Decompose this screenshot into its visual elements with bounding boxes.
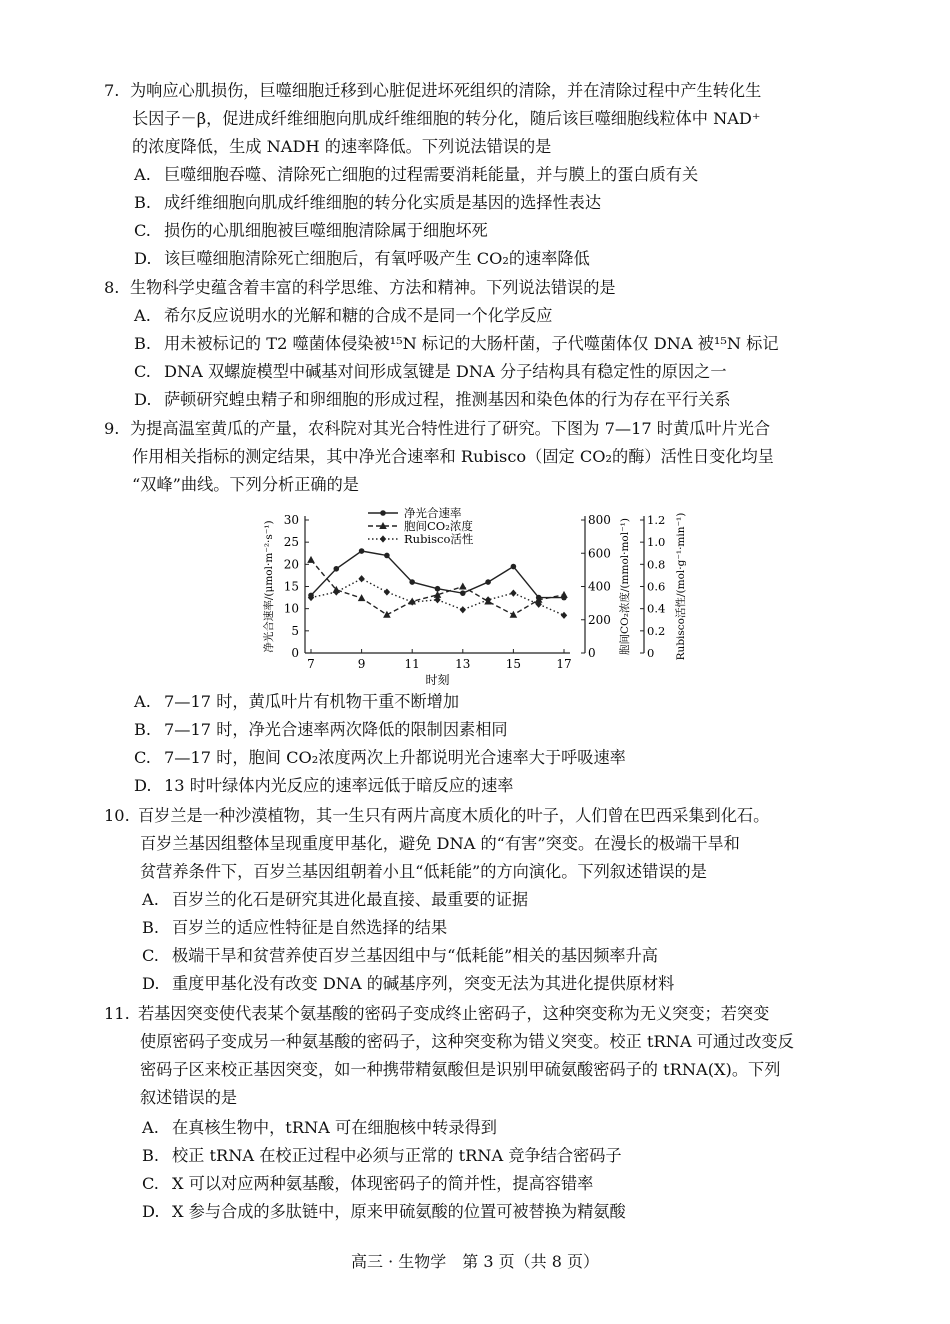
question-number: 9. xyxy=(104,419,120,438)
series-2-point xyxy=(560,591,568,598)
option-letter: A. xyxy=(134,306,151,325)
option-letter: B. xyxy=(134,720,152,739)
option-letter: C. xyxy=(134,362,151,381)
y-right2-axis-title: Rubisco活性/(mol·g⁻¹·min⁻¹) xyxy=(675,512,687,661)
option-10d xyxy=(142,970,674,998)
option-9a xyxy=(134,688,459,716)
question-8 xyxy=(104,274,864,302)
option-text: 萨顿研究蝗虫精子和卵细胞的形成过程，推测基因和染色体的行为存在平行关系 xyxy=(164,390,731,409)
legend-label: Rubisco活性 xyxy=(404,532,474,546)
option-text: 成纤维细胞向肌成纤维细胞的转分化实质是基因的选择性表达 xyxy=(164,193,602,212)
question-stem-line: “双峰”曲线。下列分析正确的是 xyxy=(132,475,359,494)
page-footer: 高三 · 生物学 第 3 页（共 8 页） xyxy=(351,1252,599,1271)
photosynthesis-chart xyxy=(250,505,690,690)
x-tick-label: 13 xyxy=(455,657,471,671)
series-2-point xyxy=(510,611,518,618)
option-11c xyxy=(142,1170,593,1198)
option-text: 百岁兰的化石是研究其进化最直接、最重要的证据 xyxy=(172,890,529,909)
option-text: 用未被标记的 T2 噬菌体侵染被¹⁵N 标记的大肠杆菌，子代噬菌体仅 DNA 被¹⁵N 标记 xyxy=(164,334,779,353)
question-stem-line: 为响应心肌损伤，巨噬细胞迁移到心脏促进坏死组织的清除，并在清除过程中产生转化生 xyxy=(130,81,762,100)
question-stem-line: 的浓度降低，生成 NADH 的速率降低。下列说法错误的是 xyxy=(132,137,552,156)
x-tick-label: 17 xyxy=(556,657,572,671)
option-8d xyxy=(134,386,731,414)
option-letter: B. xyxy=(134,193,152,212)
legend-label: 净光合速率 xyxy=(404,506,462,520)
option-7b xyxy=(134,189,601,217)
legend-marker xyxy=(380,535,386,542)
series-3-point xyxy=(510,590,516,597)
y-right2-tick-label: 0.8 xyxy=(647,557,666,572)
y-right2-tick-label: 0.6 xyxy=(647,579,666,594)
legend-label: 胞间CO₂浓度 xyxy=(404,519,473,533)
series-3-point xyxy=(460,606,466,613)
y-right1-tick-label: 800 xyxy=(588,513,611,527)
option-text: 在真核生物中，tRNA 可在细胞核中转录得到 xyxy=(172,1118,497,1137)
y-right2-tick-label: 0 xyxy=(647,646,655,660)
question-stem-line: 密码子区来校正基因突变，如一种携带精氨酸但是识别甲硫氨酸密码子的 tRNA(X)。下列 xyxy=(140,1060,781,1079)
series-1-point xyxy=(384,553,390,559)
question-9 xyxy=(104,415,864,499)
question-7 xyxy=(104,77,864,161)
question-stem-line: 生物科学史蕴含着丰富的科学思维、方法和精神。下列说法错误的是 xyxy=(130,278,616,297)
option-8a xyxy=(134,302,553,330)
option-10b xyxy=(142,914,447,942)
option-text: 损伤的心肌细胞被巨噬细胞清除属于细胞坏死 xyxy=(164,221,488,240)
y-left-tick-label: 20 xyxy=(283,557,299,572)
question-number: 7. xyxy=(104,81,120,100)
option-letter: A. xyxy=(134,165,151,184)
x-tick-label: 9 xyxy=(357,657,366,671)
series-1-point xyxy=(485,579,491,585)
series-1-point xyxy=(334,566,340,572)
option-7c xyxy=(134,217,488,245)
option-10a xyxy=(142,886,528,914)
option-text: 重度甲基化没有改变 DNA 的碱基序列，突变无法为其进化提供原材料 xyxy=(172,974,675,993)
x-tick-label: 7 xyxy=(307,657,315,671)
series-1-point xyxy=(460,590,466,596)
x-tick-label: 15 xyxy=(505,657,522,671)
question-stem-line: 作用相关指标的测定结果，其中净光合速率和 Rubisco（固定 CO₂的酶）活性日变化均呈 xyxy=(132,447,774,466)
option-text: 13 时叶绿体内光反应的速率远低于暗反应的速率 xyxy=(164,776,514,795)
legend-marker xyxy=(380,510,386,516)
option-letter: D. xyxy=(134,390,152,409)
y-right1-tick-label: 200 xyxy=(588,612,611,627)
series-1-point xyxy=(359,548,365,554)
option-letter: C. xyxy=(134,221,151,240)
option-8c xyxy=(134,358,727,386)
series-1-point xyxy=(511,564,517,570)
option-9d xyxy=(134,772,514,800)
question-stem-line: 为提高温室黄瓜的产量，农科院对其光合特性进行了研究。下图为 7—17 时黄瓜叶片光合 xyxy=(130,419,771,438)
y-left-tick-label: 25 xyxy=(283,535,299,550)
question-number: 8. xyxy=(104,278,120,297)
question-number: 10. xyxy=(104,806,130,825)
question-stem-line: 叙述错误的是 xyxy=(140,1088,238,1107)
question-stem-line: 百岁兰是一种沙漠植物，其一生只有两片高度木质化的叶子，人们曾在巴西采集到化石。 xyxy=(138,806,770,825)
option-7a xyxy=(134,161,698,189)
y-right2-tick-label: 1.0 xyxy=(647,535,666,550)
option-letter: D. xyxy=(142,974,160,993)
question-stem-line: 长因子－β，促进成纤维细胞向肌成纤维细胞的转分化，随后该巨噬细胞线粒体中 NAD⁺ xyxy=(132,109,761,128)
option-text: 极端干旱和贫营养使百岁兰基因组中与“低耗能”相关的基因频率升高 xyxy=(172,946,658,965)
option-text: 该巨噬细胞清除死亡细胞后，有氧呼吸产生 CO₂的速率降低 xyxy=(164,249,590,268)
y-left-axis-title: 净光合速率/(μmol·m⁻²·s⁻¹) xyxy=(263,520,275,653)
option-text: 7—17 时，胞间 CO₂浓度两次上升都说明光合速率大于呼吸速率 xyxy=(164,748,626,767)
series-2-point xyxy=(383,611,391,618)
option-10c xyxy=(142,942,658,970)
option-text: 7—17 时，净光合速率两次降低的限制因素相同 xyxy=(164,720,508,739)
question-stem-line: 百岁兰基因组整体呈现重度甲基化，避免 DNA 的“有害”突变。在漫长的极端干旱和 xyxy=(140,834,740,853)
option-text: X 参与合成的多肽链中，原来甲硫氨酸的位置可被替换为精氨酸 xyxy=(172,1202,626,1221)
option-letter: B. xyxy=(134,334,152,353)
option-letter: D. xyxy=(134,776,152,795)
option-text: 希尔反应说明水的光解和糖的合成不是同一个化学反应 xyxy=(164,306,553,325)
series-3-point xyxy=(409,598,415,605)
series-3-point xyxy=(358,575,364,582)
option-letter: B. xyxy=(142,1146,160,1165)
y-left-tick-label: 10 xyxy=(283,601,299,616)
y-left-tick-label: 5 xyxy=(291,623,299,638)
series-1-point xyxy=(435,586,441,592)
option-letter: A. xyxy=(142,1118,159,1137)
y-right1-tick-label: 600 xyxy=(588,546,611,561)
y-right1-tick-label: 0 xyxy=(588,646,596,660)
y-right1-tick-label: 400 xyxy=(588,579,611,594)
series-3-point xyxy=(561,612,567,619)
option-8b xyxy=(134,330,779,358)
question-stem-line: 贫营养条件下，百岁兰基因组朝着小且“低耗能”的方向演化。下列叙述错误的是 xyxy=(140,862,707,881)
series-2-point xyxy=(358,594,366,601)
question-number: 11. xyxy=(104,1004,130,1023)
option-letter: A. xyxy=(134,692,151,711)
series-3-point xyxy=(384,588,390,595)
option-11b xyxy=(142,1142,622,1170)
y-left-tick-label: 0 xyxy=(291,646,299,660)
x-axis-title: 时刻 xyxy=(425,673,450,687)
series-2-point xyxy=(307,556,315,563)
option-9c xyxy=(134,744,626,772)
series-3-point xyxy=(333,588,339,595)
option-letter: A. xyxy=(142,890,159,909)
y-right2-tick-label: 1.2 xyxy=(647,513,666,527)
question-10 xyxy=(104,802,864,886)
y-left-tick-label: 30 xyxy=(283,513,299,527)
question-11 xyxy=(104,1000,864,1112)
option-text: DNA 双螺旋模型中碱基对间形成氢键是 DNA 分子结构具有稳定性的原因之一 xyxy=(164,362,727,381)
question-stem-line: 若基因突变使代表某个氨基酸的密码子变成终止密码子，这种突变称为无义突变；若突变 xyxy=(138,1004,770,1023)
option-letter: B. xyxy=(142,918,160,937)
option-text: 7—17 时，黄瓜叶片有机物干重不断增加 xyxy=(164,692,460,711)
option-11a xyxy=(142,1114,497,1142)
option-letter: C. xyxy=(142,1174,159,1193)
y-left-tick-label: 15 xyxy=(283,579,299,594)
series-1-point xyxy=(409,579,415,585)
question-stem-line: 使原密码子变成另一种氨基酸的密码子，这种突变称为错义突变。校正 tRNA 可通过改变反 xyxy=(140,1032,794,1051)
option-letter: D. xyxy=(134,249,152,268)
option-9b xyxy=(134,716,508,744)
option-text: 百岁兰的适应性特征是自然选择的结果 xyxy=(172,918,448,937)
option-text: 巨噬细胞吞噬、清除死亡细胞的过程需要消耗能量，并与膜上的蛋白质有关 xyxy=(164,165,699,184)
option-letter: C. xyxy=(142,946,159,965)
option-letter: D. xyxy=(142,1202,160,1221)
option-letter: C. xyxy=(134,748,151,767)
series-2-point xyxy=(459,583,467,590)
y-right1-axis-title: 胞间CO₂浓度/(mmol·mol⁻¹) xyxy=(619,518,631,655)
option-text: 校正 tRNA 在校正过程中必须与正常的 tRNA 竞争结合密码子 xyxy=(172,1146,622,1165)
option-7d xyxy=(134,245,590,273)
option-11d xyxy=(142,1198,626,1226)
x-tick-label: 11 xyxy=(404,657,420,671)
y-right2-tick-label: 0.2 xyxy=(647,623,666,638)
option-text: X 可以对应两种氨基酸，体现密码子的简并性，提高容错率 xyxy=(172,1174,594,1193)
y-right2-tick-label: 0.4 xyxy=(647,601,666,616)
